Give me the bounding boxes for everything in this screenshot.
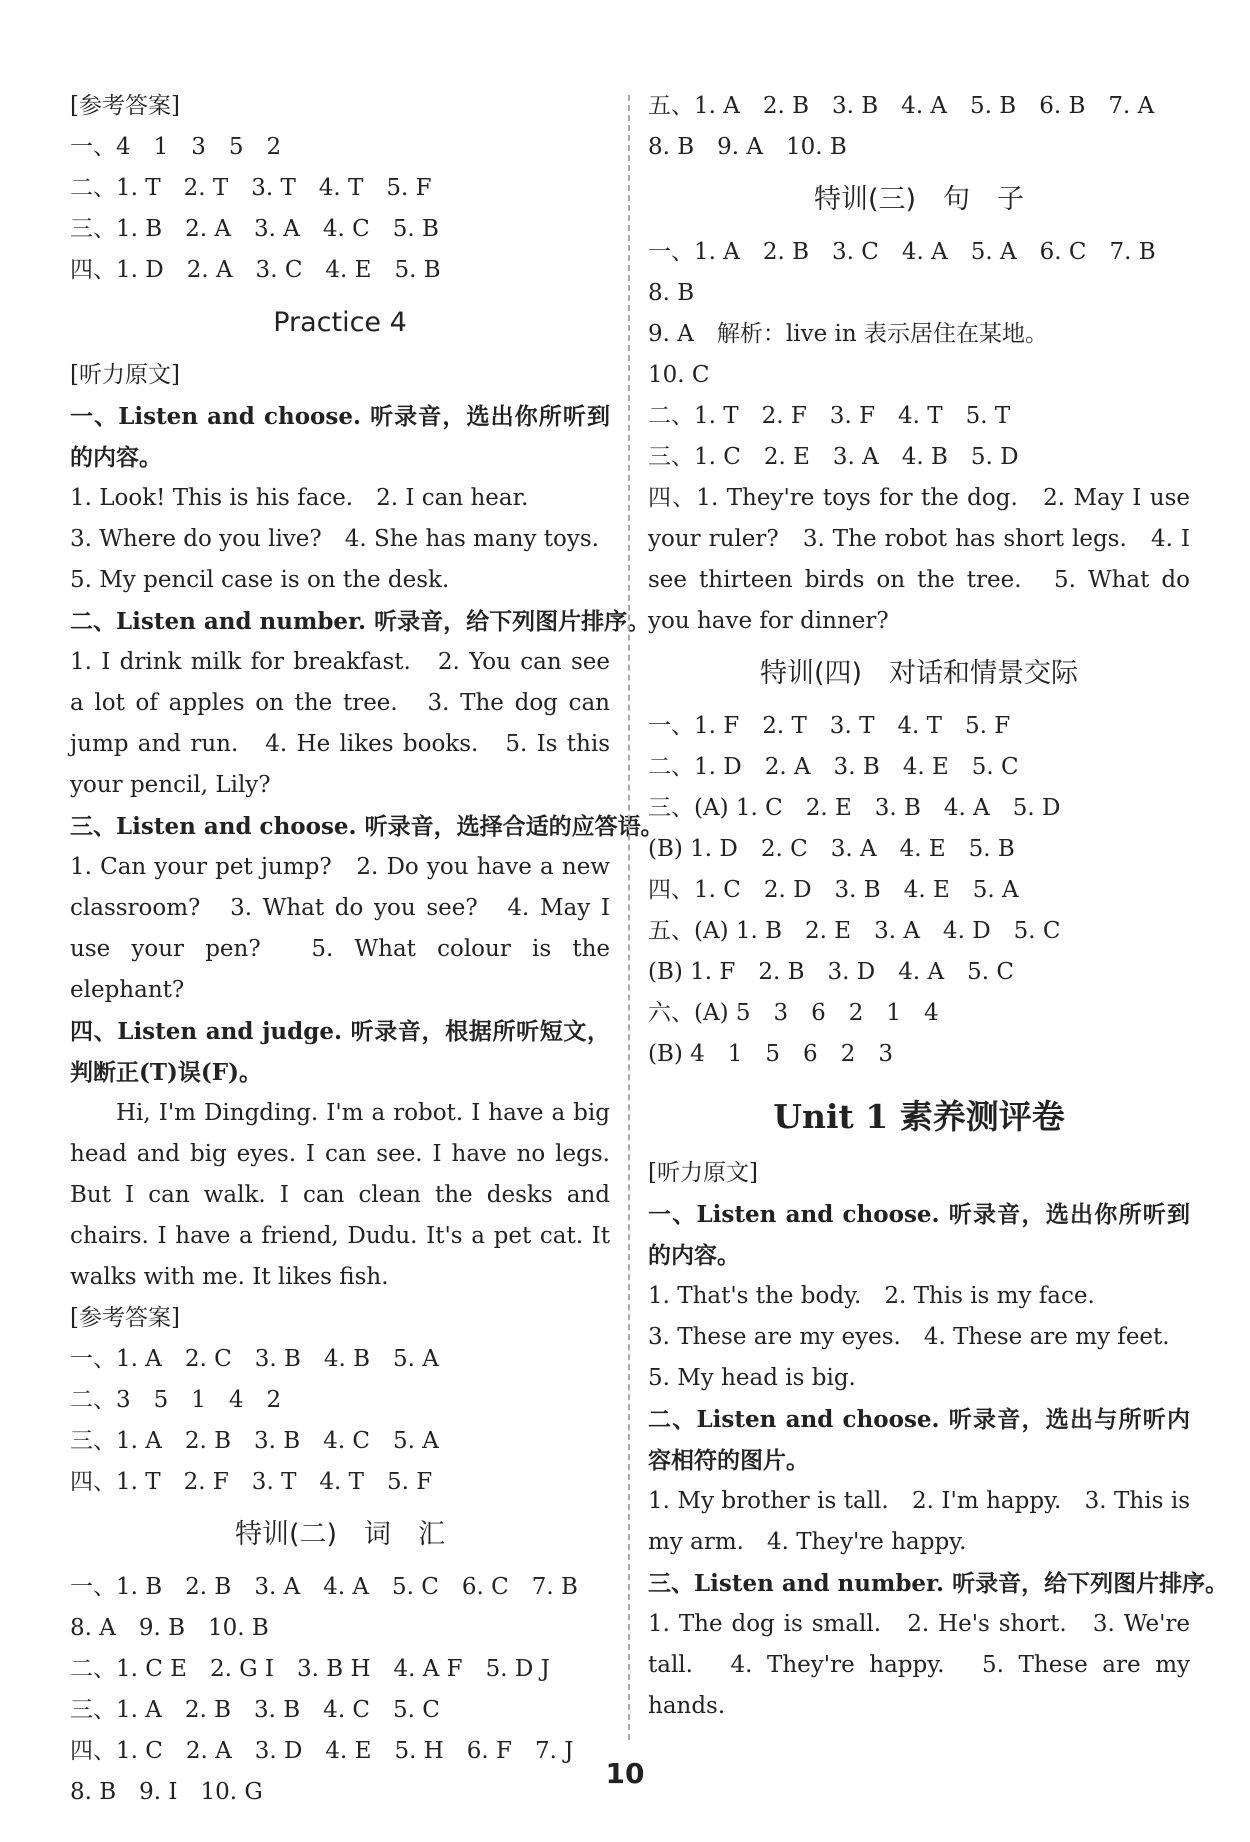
text-line: 3. These are my eyes. 4. These are my feet. [648, 1324, 1170, 1350]
text-line: 三、Listen and choose. 听录音，选择合适的应答语。 [70, 813, 664, 840]
text-line: 三、1. A 2. B 3. B 4. C 5. C [70, 1697, 440, 1723]
text-line: (B) 1. D 2. C 3. A 4. E 5. B [648, 836, 1015, 862]
text-line: 8. B 9. I 10. G [70, 1779, 263, 1805]
text-line: Hi, I'm Dingding. I'm a robot. I have a big head and big eyes. I can see. I have no legs. But I can walk. I can clean the desks and chairs. I have a friend, Dudu. It's a pet cat. It walks with me. It likes fish. [70, 1100, 610, 1290]
text-line: 一、4 1 3 5 2 [70, 134, 282, 160]
text-line: 一、Listen and choose. 听录音，选出你所听到的内容。 [648, 1201, 1190, 1269]
section-heading: Practice 4 [273, 307, 407, 338]
text-line: 三、1. C 2. E 3. A 4. B 5. D [648, 444, 1019, 470]
left-column [70, 86, 664, 1813]
text-line: 六、(A) 5 3 6 2 1 4 [648, 1000, 939, 1026]
text-line: 1. The dog is small. 2. He's short. 3. We're tall. 4. They're happy. 5. These are my hands. [648, 1611, 1190, 1719]
text-line: 一、1. A 2. B 3. C 4. A 5. A 6. C 7. B [648, 239, 1156, 265]
text-line: 二、1. C E 2. G I 3. B H 4. A F 5. D J [70, 1656, 550, 1682]
text-line: (B) 1. F 2. B 3. D 4. A 5. C [648, 959, 1014, 985]
text-line: 四、Listen and judge. 听录音，根据所听短文，判断正(T)误(F)。 [70, 1018, 610, 1086]
text-line: 四、1. T 2. F 3. T 4. T 5. F [70, 1469, 433, 1495]
text-line: (B) 4 1 5 6 2 3 [648, 1041, 893, 1067]
text-line: 8. B 9. A 10. B [648, 134, 847, 160]
text-line: 1. I drink milk for breakfast. 2. You can see a lot of apples on the tree. 3. The dog can jump and run. 4. He likes books. 5. Is this your pencil, Lily? [70, 649, 610, 798]
page-number: 10 [605, 1757, 645, 1790]
text-line: 3. Where do you live? 4. She has many toys. [70, 526, 599, 552]
text-line: 一、Listen and choose. 听录音，选出你所听到的内容。 [70, 403, 610, 471]
text-line: 1. Look! This is his face. 2. I can hear. [70, 485, 529, 511]
text-line: 二、Listen and number. 听录音，给下列图片排序。 [70, 608, 651, 635]
text-line: 三、1. A 2. B 3. B 4. C 5. A [70, 1428, 439, 1454]
text-line: 8. A 9. B 10. B [70, 1615, 269, 1641]
text-line: 五、(A) 1. B 2. E 3. A 4. D 5. C [648, 918, 1061, 944]
text-line: 10. C [648, 362, 710, 388]
text-line: 5. My head is big. [648, 1365, 856, 1391]
text-line: 一、1. B 2. B 3. A 4. A 5. C 6. C 7. B [70, 1574, 578, 1600]
text-line: 二、Listen and choose. 听录音，选出与所听内容相符的图片。 [648, 1406, 1190, 1474]
section-heading: 特训(三) 句 子 [813, 184, 1025, 215]
text-line: 5. My pencil case is on the desk. [70, 567, 450, 593]
text-line: 二、3 5 1 4 2 [70, 1387, 282, 1413]
text-line: 8. B [648, 280, 695, 306]
text-line: 二、1. T 2. T 3. T 4. T 5. F [70, 175, 432, 201]
text-line: 1. Can your pet jump? 2. Do you have a new classroom? 3. What do you see? 4. May I use your pen? 5. What colour is the elephant? [70, 854, 610, 1003]
text-line: 三、(A) 1. C 2. E 3. B 4. A 5. D [648, 795, 1061, 821]
text-line: [听力原文] [648, 1160, 758, 1186]
text-line: 三、1. B 2. A 3. A 4. C 5. B [70, 216, 439, 242]
text-line: 五、1. A 2. B 3. B 4. A 5. B 6. B 7. A [648, 93, 1155, 119]
text-line: 四、1. C 2. D 3. B 4. E 5. A [648, 877, 1019, 903]
text-line: 1. That's the body. 2. This is my face. [648, 1283, 1095, 1309]
text-line: 一、1. A 2. C 3. B 4. B 5. A [70, 1346, 439, 1372]
text-line: 四、1. They're toys for the dog. 2. May I use your ruler? 3. The robot has short legs. 4. I see thirteen birds on the tree. 5. What do you have for dinner? [648, 485, 1190, 634]
text-line: 一、1. F 2. T 3. T 4. T 5. F [648, 713, 1011, 739]
section-heading: 特训(二) 词 汇 [234, 1519, 446, 1550]
text-line: [参考答案] [70, 1305, 180, 1331]
text-line: 1. My brother is tall. 2. I'm happy. 3. This is my arm. 4. They're happy. [648, 1488, 1190, 1555]
section-heading: Unit 1 素养测评卷 [773, 1097, 1065, 1136]
section-heading: 特训(四) 对话和情景交际 [759, 658, 1079, 689]
text-line: 四、1. D 2. A 3. C 4. E 5. B [70, 257, 441, 283]
text-line: 四、1. C 2. A 3. D 4. E 5. H 6. F 7. J [70, 1738, 574, 1764]
text-line: 三、Listen and number. 听录音，给下列图片排序。 [648, 1570, 1229, 1597]
text-line: [参考答案] [70, 93, 180, 119]
text-line: 二、1. T 2. F 3. F 4. T 5. T [648, 403, 1011, 429]
text-line: 9. A 解析：live in 表示居住在某地。 [648, 321, 1048, 347]
column-divider [628, 95, 630, 1740]
right-column [648, 86, 1229, 1727]
text-line: [听力原文] [70, 362, 180, 388]
text-line: 二、1. D 2. A 3. B 4. E 5. C [648, 754, 1019, 780]
